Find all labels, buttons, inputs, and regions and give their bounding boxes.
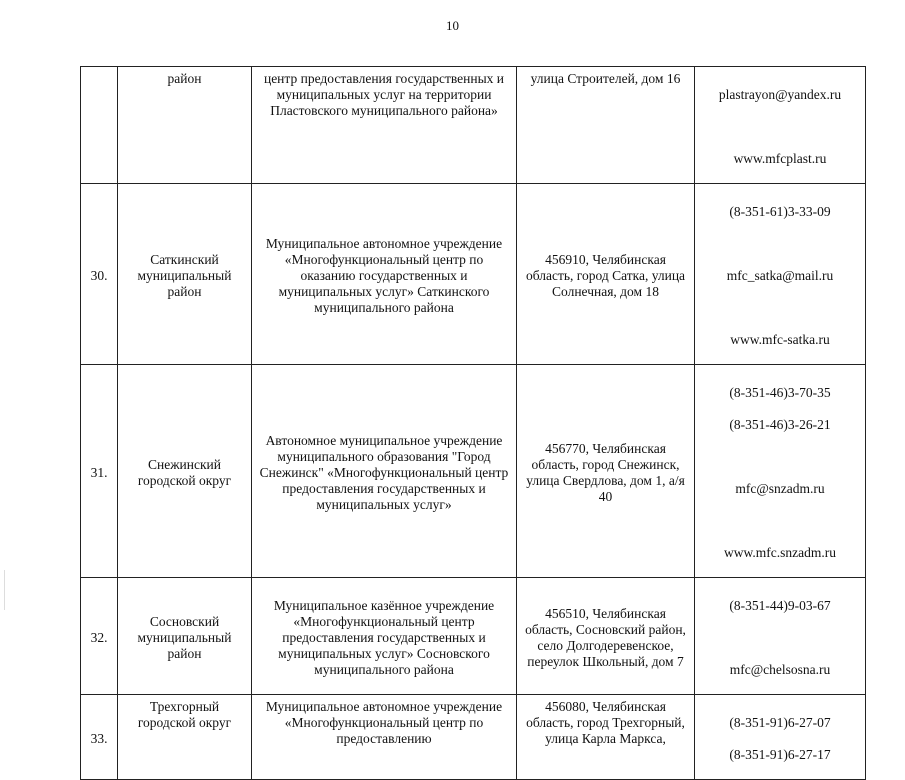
page-number: 10 — [446, 18, 459, 33]
contact-line: www.mfc.snzadm.ru — [724, 545, 836, 560]
contact-line: (8-351-44)9-03-67 — [729, 598, 831, 613]
organization-name: Муниципальное казённое учреждение «Многофункциональный центр предоставления государственных и муниципальных услуг» Сосновского муниципального района — [252, 578, 517, 695]
address: 456080, Челябинская область, город Трехгорный, улица Карла Маркса, — [517, 695, 695, 780]
address: улица Строителей, дом 16 — [517, 67, 695, 184]
contact-line: mfc@chelsosna.ru — [729, 662, 831, 677]
row-number: 31. — [81, 365, 118, 578]
organization-name: Муниципальное автономное учреждение «Многофункциональный центр по оказанию государственных и муниципальных услуг» Саткинского муниципального района — [252, 184, 517, 365]
contact-line: (8-351-91)6-27-07 — [729, 715, 831, 730]
table-row — [81, 365, 866, 578]
district-name: Трехгорный городской округ — [118, 695, 252, 780]
district-name: Саткинский муниципальный район — [118, 184, 252, 365]
contact-gap — [699, 119, 861, 135]
table-row — [81, 184, 866, 365]
table-row — [81, 67, 866, 184]
contacts — [695, 67, 866, 184]
contacts — [695, 365, 866, 578]
address: 456770, Челябинская область, город Снежинск, улица Свердлова, дом 1, а/я 40 — [517, 365, 695, 578]
contact-line: www.mfcplast.ru — [733, 151, 827, 166]
mfc-table — [80, 66, 866, 780]
row-number: 33. — [81, 695, 118, 780]
district-name: Снежинский городской округ — [118, 365, 252, 578]
organization-name: Автономное муниципальное учреждение муниципального образования "Город Снежинск" «Многофункциональный центр предоставления государственных и муниципальных услуг» — [252, 365, 517, 578]
contact-line: mfc_satka@mail.ru — [726, 268, 834, 283]
table-row — [81, 695, 866, 780]
address: 456510, Челябинская область, Сосновский район, село Долгодеревенское, переулок Школьный, дом 7 — [517, 578, 695, 695]
address: 456910, Челябинская область, город Сатка, улица Солнечная, дом 18 — [517, 184, 695, 365]
contacts — [695, 578, 866, 695]
contact-gap — [699, 300, 861, 316]
contact-gap — [699, 513, 861, 529]
district-name: район — [118, 67, 252, 184]
contact-line: (8-351-46)3-26-21 — [729, 417, 831, 432]
contact-line: mfc@snzadm.ru — [735, 481, 825, 496]
contacts — [695, 695, 866, 780]
contact-line: (8-351-61)3-33-09 — [729, 204, 831, 219]
row-number: 30. — [81, 184, 118, 365]
organization-name: Муниципальное автономное учреждение «Многофункциональный центр по предоставлению — [252, 695, 517, 780]
contact-gap — [699, 630, 861, 646]
contact-gap — [699, 236, 861, 252]
contact-line: www.mfc-satka.ru — [730, 332, 830, 347]
contact-gap — [699, 449, 861, 465]
contact-line: (8-351-91)6-27-17 — [729, 747, 831, 762]
row-number: 32. — [81, 578, 118, 695]
table-row — [81, 578, 866, 695]
scan-edge-mark — [4, 570, 5, 610]
organization-name: центр предоставления государственных и муниципальных услуг на территории Пластовского муниципального района» — [252, 67, 517, 184]
row-number — [81, 67, 118, 184]
contact-line: (8-351-46)3-70-35 — [729, 385, 831, 400]
contact-line: plastrayon@yandex.ru — [718, 87, 842, 102]
district-name: Сосновский муниципальный район — [118, 578, 252, 695]
contacts — [695, 184, 866, 365]
